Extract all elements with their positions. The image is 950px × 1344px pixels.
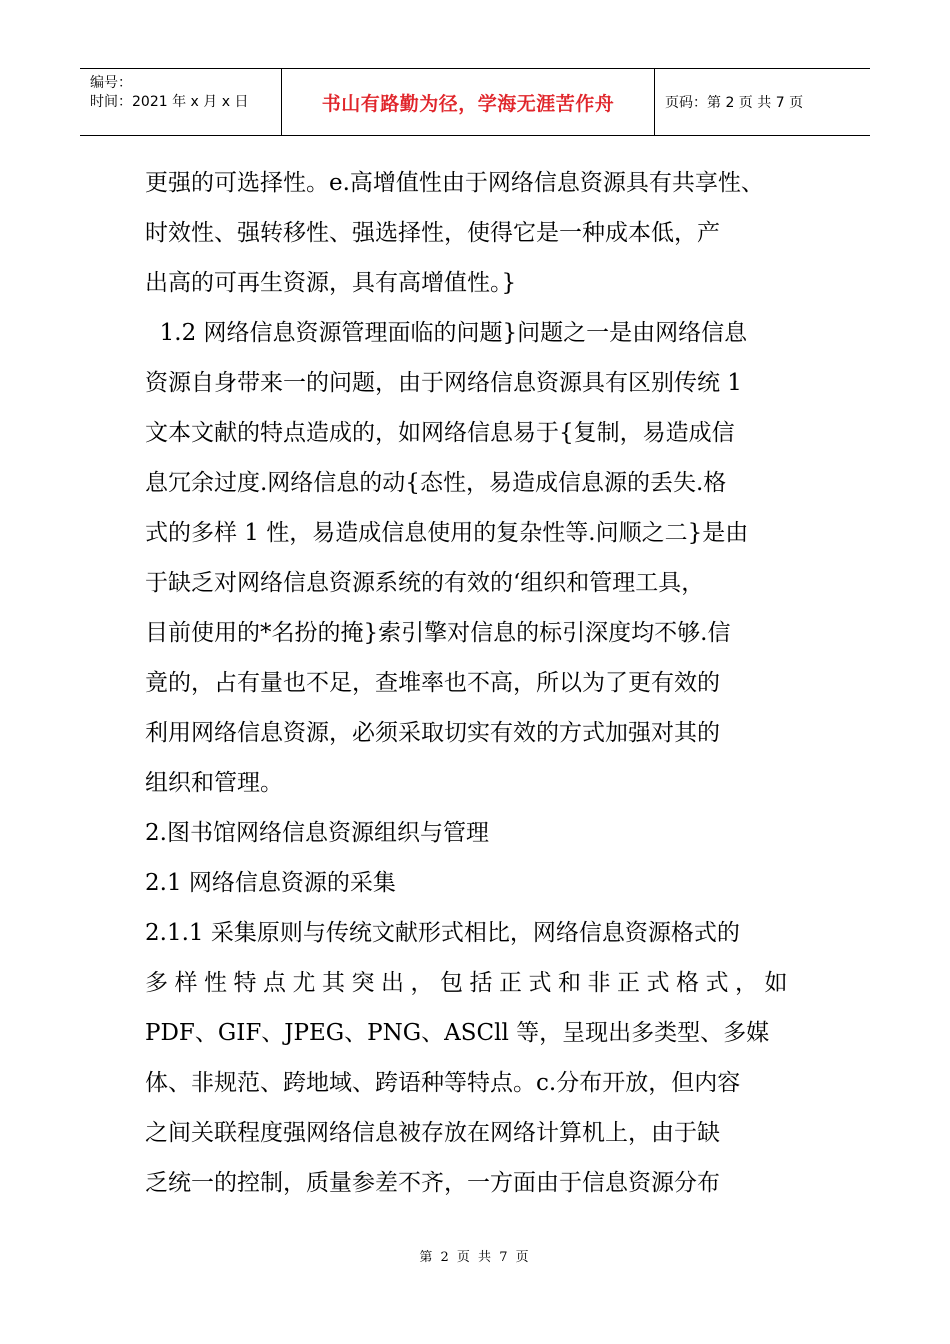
body-line: 利用网络信息资源，必须采取切实有效的方式加强对其的 <box>145 720 720 746</box>
document-body <box>145 158 805 1208</box>
body-line: 更强的可选择性。e.高增值性由于网络信息资源具有共享性、 <box>145 170 764 196</box>
body-line: 组织和管理。 <box>145 770 283 796</box>
body-line: 文本文献的特点造成的，如网络信息易于{复制，易造成信 <box>145 420 735 446</box>
body-line: 乏统一的控制，质量参差不齐，一方面由于信息资源分布 <box>145 1170 720 1196</box>
body-line: 式的多样 1 性，易造成信息使用的复杂性等.问顺之二}是由 <box>145 520 749 546</box>
body-line: PDF、GIF、JPEG、PNG、ASCll 等，呈现出多类型、多媒 <box>145 1020 770 1046</box>
body-line: 息冗余过度.网络信息的动{态性，易造成信息源的丢失.格 <box>145 470 727 496</box>
document-number-label: 编号： <box>90 75 132 91</box>
page-header <box>80 68 870 136</box>
body-line: 时效性、强转移性、强选择性，使得它是一种成本低，产 <box>145 220 720 246</box>
page-footer: 第 2 页 共 7 页 <box>419 1250 531 1265</box>
header-page-cell <box>655 69 870 135</box>
body-line: 目前使用的*名扮的掩}索引擎对信息的标引深度均不够.信 <box>145 620 731 646</box>
body-line: 竟的，占有量也不足，查堆率也不高，所以为了更有效的 <box>145 670 720 696</box>
body-line: 于缺乏对网络信息资源系统的有效的‘组织和管理工具， <box>145 570 705 596</box>
header-page-info: 页码：第 2 页 共 7 页 <box>665 95 804 111</box>
subsection-heading: 2.1 网络信息资源的采集 <box>145 870 396 896</box>
document-time-label: 时间：2021 年 x 月 x 日 <box>90 94 249 110</box>
header-motto-cell <box>282 69 655 135</box>
body-line: 体、非规范、跨地域、跨语种等特点。c.分布开放，但内容 <box>145 1070 741 1096</box>
body-line: 1.2 网络信息资源管理面临的问题}问题之一是由网络信息 <box>145 320 748 346</box>
section-heading: 2.图书馆网络信息资源组织与管理 <box>145 820 489 846</box>
header-meta-cell <box>80 69 282 135</box>
body-line: 2.1.1 采集原则与传统文献形式相比，网络信息资源格式的 <box>145 920 740 946</box>
body-line: 多样性特点尤其突出，包括正式和非正式格式，如 <box>145 970 794 996</box>
body-line: 资源自身带来一的问题，由于网络信息资源具有区别传统 1 <box>145 370 742 396</box>
header-motto: 书山有路勤为径，学海无涯苦作舟 <box>321 92 615 115</box>
body-line: 出高的可再生资源，具有高增值性。} <box>145 270 517 296</box>
body-line: 之间关联程度强网络信息被存放在网络计算机上，由于缺 <box>145 1120 720 1146</box>
